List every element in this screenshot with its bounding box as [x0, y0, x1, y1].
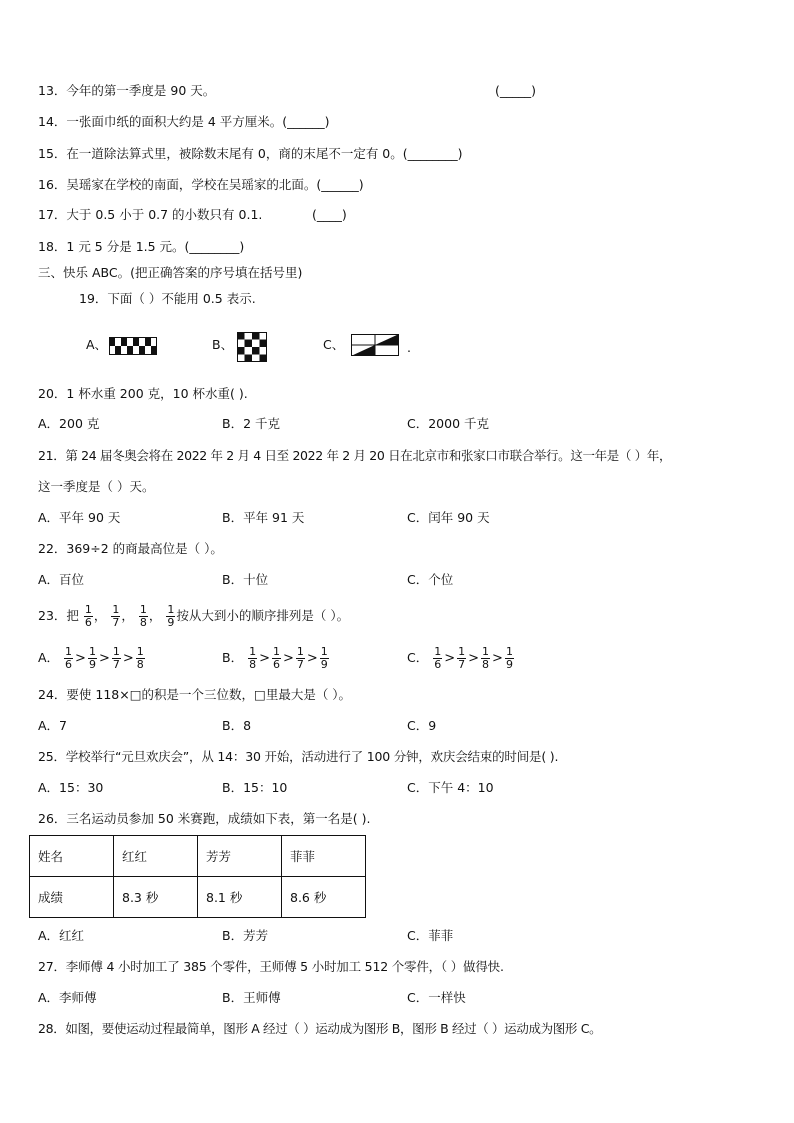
question-13-text: 13．今年的第一季度是 90 天。 — [38, 83, 216, 98]
section-3-heading: 三、快乐 ABC。(把正确答案的序号填在括号里) — [38, 265, 303, 280]
q23-frac-1: $\frac{1}{6}$ — [84, 603, 92, 629]
table-cell: 菲菲 — [282, 836, 366, 877]
q23-a-frac: $\frac{1}{7}$ — [112, 645, 120, 671]
q23-a-frac: $\frac{1}{8}$ — [136, 645, 144, 671]
question-28: 28．如图，要使运动过程最简单，图形 A 经过（ ）运动成为图形 B，图形 B 经过（ ）运动成为图形 C。 — [38, 1021, 602, 1036]
table-cell: 成绩 — [30, 877, 114, 918]
question-13 — [38, 83, 215, 99]
q23-b-frac: $\frac{1}{9}$ — [320, 645, 328, 671]
q20-option-c[interactable]: C．2000 千克 — [407, 416, 490, 431]
table-cell: 8.1 秒 — [198, 877, 282, 918]
q23-c-frac: $\frac{1}{9}$ — [505, 645, 513, 671]
q23-option-b-label: B． — [222, 650, 244, 665]
q21-option-c[interactable]: C．闰年 90 天 — [407, 510, 490, 525]
q27-option-b[interactable]: B．王师傅 — [222, 990, 281, 1005]
q23-option-a-label: A． — [38, 650, 60, 665]
table-cell: 8.6 秒 — [282, 877, 366, 918]
q23-c-frac: $\frac{1}{7}$ — [458, 645, 466, 671]
q23-a-frac: $\frac{1}{6}$ — [65, 645, 73, 671]
q21-option-a[interactable]: A．平年 90 天 — [38, 510, 121, 525]
q19-option-b-label[interactable]: B、 — [212, 337, 234, 352]
q26-option-a[interactable]: A．红红 — [38, 928, 85, 943]
q21-option-b[interactable]: B．平年 91 天 — [222, 510, 305, 525]
question-21-line-1: 21．第 24 届冬奥会将在 2022 年 2 月 4 日至 2022 年 2 月 20 日在北京市和张家口市联合举行。这一年是（ ）年， — [38, 448, 672, 463]
q22-option-a[interactable]: A．百位 — [38, 572, 85, 587]
q20-option-b[interactable]: B．2 千克 — [222, 416, 281, 431]
q23-b-frac: $\frac{1}{8}$ — [249, 645, 257, 671]
q23-option-c[interactable]: C． $\frac{1}{6}$ > $\frac{1}{7}$ > $\frac{1}{8}$ > $\frac{1}{9}$ — [407, 645, 513, 671]
q23-b-frac: $\frac{1}{6}$ — [272, 645, 280, 671]
q24-option-b[interactable]: B．8 — [222, 718, 252, 733]
q19-option-c-label[interactable]: C、 — [323, 337, 345, 352]
question-14: 14．一张面巾纸的面积大约是 4 平方厘米。(______) — [38, 114, 330, 129]
q23-c-frac: $\frac{1}{6}$ — [434, 645, 442, 671]
table-row — [30, 877, 366, 918]
table-cell: 芳芳 — [198, 836, 282, 877]
q19-figure-c-rect — [351, 334, 399, 356]
q26-option-b[interactable]: B．芳芳 — [222, 928, 269, 943]
q23-a-frac: $\frac{1}{9}$ — [88, 645, 96, 671]
question-26: 26．三名运动员参加 50 米赛跑，成绩如下表，第一名是( ). — [38, 811, 371, 826]
q23-b-frac: $\frac{1}{7}$ — [296, 645, 304, 671]
q23-frac-3: $\frac{1}{8}$ — [139, 603, 147, 629]
q19-end-period: . — [407, 340, 411, 355]
q25-option-a[interactable]: A．15：30 — [38, 780, 104, 795]
question-25: 25．学校举行“元旦欢庆会”，从 14：30 开始，活动进行了 100 分钟，欢庆会结束的时间是( ). — [38, 749, 559, 764]
q27-option-a[interactable]: A．李师傅 — [38, 990, 97, 1005]
q24-option-a[interactable]: A．7 — [38, 718, 68, 733]
q19-figure-a-grid — [109, 337, 157, 355]
q25-option-c[interactable]: C．下午 4：10 — [407, 780, 494, 795]
table-cell: 8.3 秒 — [114, 877, 198, 918]
question-20: 20．1 杯水重 200 克，10 杯水重( ). — [38, 386, 248, 401]
q20-option-a[interactable]: A．200 克 — [38, 416, 100, 431]
question-17-text: 17．大于 0.5 小于 0.7 的小数只有 0.1. — [38, 207, 263, 222]
q23-frac-4: $\frac{1}{9}$ — [167, 603, 175, 629]
question-16: 16．吴瑶家在学校的南面，学校在吴瑶家的北面。(______) — [38, 177, 364, 192]
q23-option-b[interactable]: B． $\frac{1}{8}$ > $\frac{1}{6}$ > $\frac{1}{7}$ > $\frac{1}{9}$ — [222, 645, 328, 671]
q26-results-table — [29, 835, 366, 918]
table-cell: 红红 — [114, 836, 198, 877]
question-13-blank[interactable]: (_____) — [495, 83, 537, 98]
q19-option-a-label[interactable]: A、 — [86, 337, 108, 352]
question-21-line-2: 这一季度是（ ）天。 — [38, 479, 155, 494]
table-header-row — [30, 836, 366, 877]
q27-option-c[interactable]: C．一样快 — [407, 990, 466, 1005]
question-15: 15．在一道除法算式里，被除数末尾有 0，商的末尾不一定有 0。(________) — [38, 146, 463, 161]
q23-option-a[interactable]: A． $\frac{1}{6}$ > $\frac{1}{9}$ > $\frac{1}{7}$ > $\frac{1}{8}$ — [38, 645, 144, 671]
q23-suffix: 按从大到小的顺序排列是（ ）。 — [176, 608, 350, 623]
q23-c-frac: $\frac{1}{8}$ — [482, 645, 490, 671]
question-17-blank[interactable]: (____) — [312, 207, 347, 222]
question-24: 24．要使 118×□的积是一个三位数，□里最大是（ ）。 — [38, 687, 352, 702]
q22-option-c[interactable]: C．个位 — [407, 572, 454, 587]
q24-option-c[interactable]: C．9 — [407, 718, 437, 733]
q23-prefix: 23．把 — [38, 608, 79, 623]
q22-option-b[interactable]: B．十位 — [222, 572, 269, 587]
q26-option-c[interactable]: C．菲菲 — [407, 928, 454, 943]
table-cell: 姓名 — [30, 836, 114, 877]
q19-figure-b-grid — [237, 332, 267, 362]
q25-option-b[interactable]: B．15：10 — [222, 780, 288, 795]
question-18: 18．1 元 5 分是 1.5 元。(________) — [38, 239, 245, 254]
q23-frac-2: $\frac{1}{7}$ — [112, 603, 120, 629]
question-22: 22．369÷2 的商最高位是（ ）。 — [38, 541, 223, 556]
question-17 — [38, 207, 262, 223]
q23-option-c-label: C． — [407, 650, 429, 665]
question-23: 23．把 $\frac{1}{6}$ ， $\frac{1}{7}$ ， $\frac{1}{8}$ ， $\frac{1}{9}$ 按从大到小的顺序排列是（ ）。 — [38, 603, 350, 629]
question-19: 19．下面（ ）不能用 0.5 表示. — [79, 291, 256, 306]
question-27: 27．李师傅 4 小时加工了 385 个零件，王师傅 5 小时加工 512 个零件，（ ）做得快. — [38, 959, 504, 974]
